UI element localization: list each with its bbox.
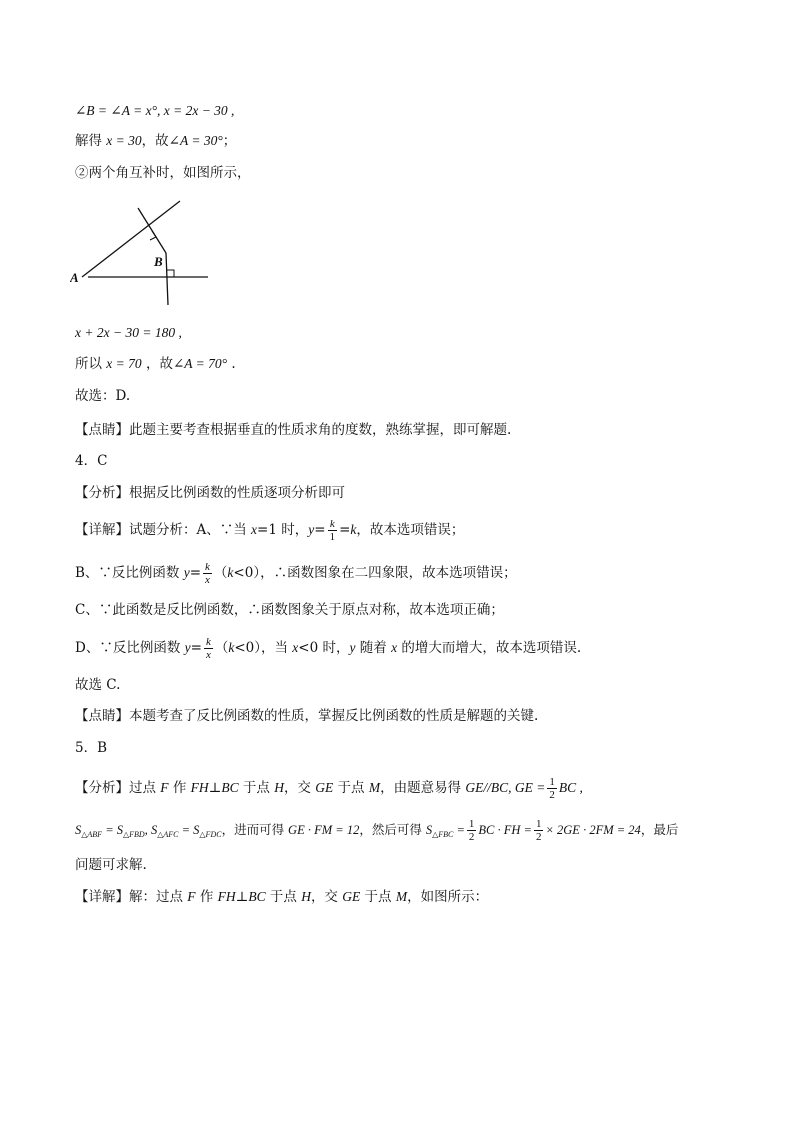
text-line-11: B、∵反比例函数 y= $\frac{k}{x}$ （k<0），∴函数图象在二四象限，故本选项错误； [75, 561, 517, 586]
text-line-1 [75, 101, 755, 121]
text-line-12: C、∵此函数是反比例函数，∴函数图象关于原点对称，故本选项正确； [75, 602, 504, 618]
text-line-3: ②两个角互补时，如图所示， [75, 165, 251, 181]
text-line-4: x + 2x − 30 = 180 , [75, 325, 182, 340]
right-angle-mark-lower [167, 270, 174, 277]
fraction: $\frac{k}{x}$ [205, 561, 210, 586]
right-angle-mark-upper [150, 231, 156, 240]
text-line-20: 【详解】解：过点 F 作 FH⊥BC 于点 H，交 GE 于点 M，如图所示： [75, 889, 489, 905]
text-line-17: 【分析】过点 F 作 FH⊥BC 于点 H，交 GE 于点 M，由题意易得 GE//BC, GE = $\frac{1}{2}$ BC , [75, 776, 583, 801]
geometry-figure [70, 195, 220, 310]
fraction: $\frac{k}{x}$ [205, 636, 211, 661]
answer-4: 4．C [75, 453, 108, 469]
text-line-19: 问题可求解. [75, 857, 147, 873]
text-line-13: D、∵反比例函数 y= $\frac{k}{x}$ （k<0），当 x<0 时，y 随着 x 的增大而增大，故本选项错误. [75, 636, 582, 661]
line-a-upper [82, 201, 180, 277]
text-line-18: $S_{\triangle ABF} = S_{\triangle FBD}$, $S_{\triangle AFC} = S_{\triangle FDC}$，进而可得 GE · FM = 12，然后可得 $S_{\triangle FBC}$ = $\frac{1}{2}$ BC · FH = $\frac{1}{2}$ × 2GE · 2FM = 24，最后 [75, 818, 679, 843]
text-line-9: 【分析】根据反比例函数的性质逐项分析即可 [75, 485, 345, 501]
label-a: A [70, 270, 79, 285]
answer-5: 5．B [75, 740, 108, 756]
text-line-6: 故选：D. [75, 388, 131, 404]
text-line-7: 【点睛】此题主要考查根据垂直的性质求角的度数，熟练掌握，即可解题. [75, 422, 512, 438]
text-line-2: 解得 x = 30，故∠A = 30°； [75, 133, 237, 149]
text-line-5: 所以 x = 70 ，故∠A = 70° . [75, 356, 236, 372]
equation-angle: ∠B = ∠A = x°, x = 2x − 30 , [75, 103, 235, 118]
fraction: $\frac{1}{2}$ [535, 818, 542, 843]
text-line-14: 故选 C. [75, 677, 121, 693]
perpendicular-lower [166, 253, 168, 305]
label-b: B [154, 254, 163, 269]
text-line-10: 【详解】试题分析：A、∵当 x=1 时，y= $\frac{k}{1}$ =k，故本选项错误； [75, 518, 465, 543]
text-line-15: 【点睛】本题考查了反比例函数的性质，掌握反比例函数的性质是解题的关键. [75, 708, 539, 724]
fraction: $\frac{1}{2}$ [468, 818, 475, 843]
fraction: $\frac{k}{1}$ [329, 518, 336, 543]
fraction: $\frac{1}{2}$ [549, 776, 555, 801]
